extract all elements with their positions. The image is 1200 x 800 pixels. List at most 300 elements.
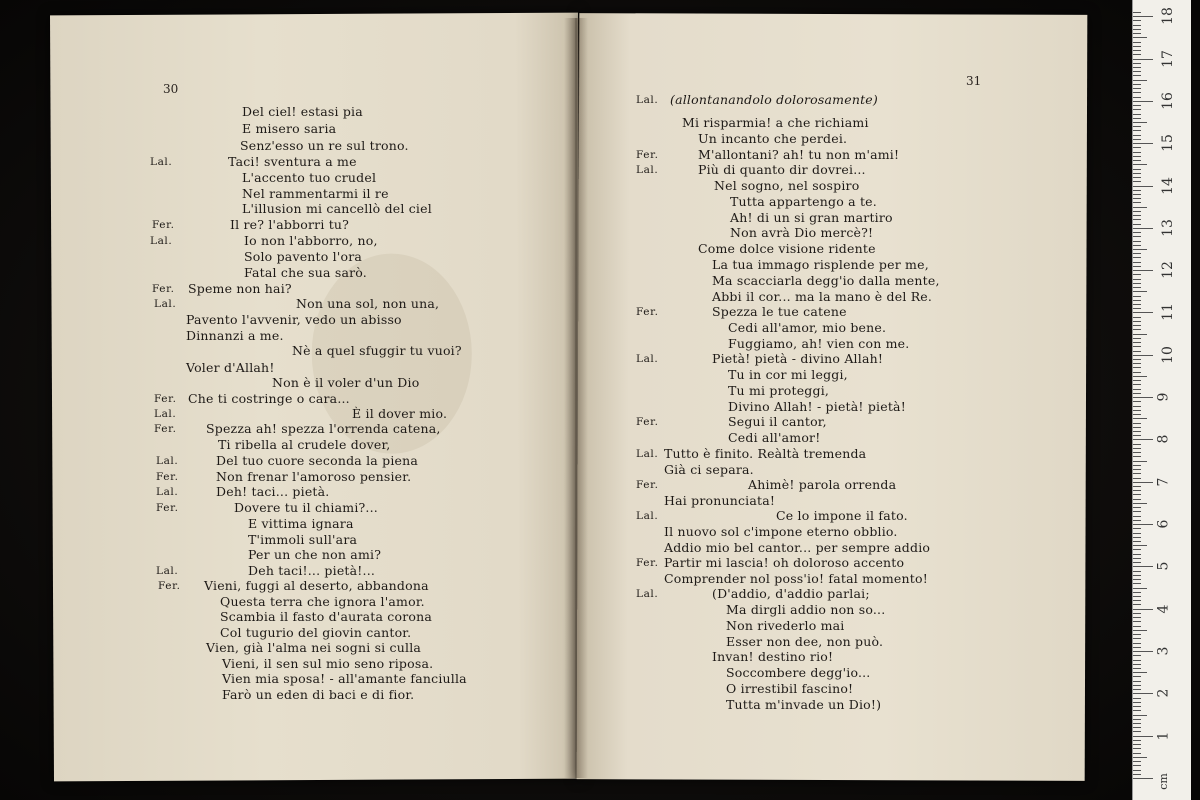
ruler-tick — [1133, 338, 1141, 339]
ruler-tick — [1133, 236, 1141, 237]
ruler-tick — [1133, 202, 1141, 203]
verse-line: Solo pavento l'ora — [244, 249, 363, 264]
ruler-tick — [1133, 363, 1141, 364]
ruler-tick — [1133, 571, 1141, 572]
measuring-ruler — [1132, 0, 1191, 800]
ruler-tick — [1133, 92, 1141, 93]
verse-line: Hai pronunciata! — [664, 493, 776, 508]
verse-line: Ma dirgli addio non so... — [726, 602, 886, 617]
ruler-number: 7 — [1155, 477, 1172, 487]
ruler-tick — [1133, 304, 1141, 305]
ruler-tick — [1133, 164, 1147, 165]
ruler-tick — [1133, 241, 1141, 242]
ruler-tick — [1133, 228, 1153, 229]
ruler-tick — [1133, 744, 1141, 745]
ruler-tick — [1133, 651, 1153, 652]
ruler-number: 1 — [1155, 731, 1172, 741]
ruler-tick — [1133, 494, 1141, 495]
speaker-label: Fer. — [156, 502, 179, 514]
ruler-tick — [1133, 135, 1141, 136]
verse-line: Tu in cor mi leggi, — [728, 367, 848, 382]
ruler-tick — [1133, 88, 1141, 89]
verse-line: Deh taci!... pietà!... — [248, 563, 376, 578]
ruler-tick — [1133, 270, 1153, 271]
verse-line: Del ciel! estasi pia — [242, 104, 363, 119]
ruler-tick — [1133, 346, 1141, 347]
ruler-tick — [1133, 16, 1153, 17]
ruler-tick — [1133, 245, 1141, 246]
ruler-tick — [1133, 765, 1141, 766]
verse-line: O irrestibil fascino! — [726, 681, 854, 696]
ruler-tick — [1133, 549, 1141, 550]
verse-line: Tu mi proteggi, — [728, 383, 830, 398]
ruler-tick — [1133, 558, 1141, 559]
ruler-tick — [1133, 634, 1141, 635]
left-page-number: 30 — [163, 82, 179, 96]
speaker-label: Lal. — [636, 94, 659, 106]
ruler-tick — [1133, 600, 1141, 601]
ruler-tick — [1133, 723, 1141, 724]
ruler-tick — [1133, 186, 1153, 187]
verse-line: Nè a quel sfuggir tu vuoi? — [292, 343, 462, 358]
ruler-tick — [1133, 753, 1141, 754]
ruler-number: 14 — [1159, 176, 1176, 195]
ruler-tick — [1133, 308, 1141, 309]
verse-line: Pietà! pietà - divino Allah! — [712, 351, 884, 366]
verse-line: Ah! di un si gran martiro — [730, 210, 893, 225]
ruler-tick — [1133, 63, 1141, 64]
ruler-tick — [1133, 342, 1141, 343]
verse-line: Spezza le tue catene — [712, 304, 847, 319]
ruler-tick — [1133, 524, 1153, 525]
ruler-tick — [1133, 143, 1153, 144]
ruler-tick — [1133, 423, 1141, 424]
ruler-tick — [1133, 181, 1141, 182]
ruler-tick — [1133, 139, 1141, 140]
verse-line: Voler d'Allah! — [186, 360, 275, 375]
ruler-number: 3 — [1155, 646, 1172, 656]
verse-line: Vieni, fuggi al deserto, abbandona — [204, 578, 429, 593]
ruler-tick — [1133, 389, 1141, 390]
stage-direction: (allontanandolo dolorosamente) — [670, 92, 878, 107]
verse-line: Ce lo impone il fato. — [776, 508, 908, 523]
speaker-label: Fer. — [152, 219, 175, 231]
ruler-tick — [1133, 774, 1141, 775]
ruler-tick — [1133, 478, 1141, 479]
ruler-tick — [1133, 410, 1141, 411]
ruler-tick — [1133, 194, 1141, 195]
ruler-tick — [1133, 257, 1141, 258]
ruler-tick — [1133, 296, 1141, 297]
ruler-tick — [1133, 655, 1141, 656]
verse-line: Dovere tu il chiami?... — [234, 500, 378, 515]
ruler-tick — [1133, 20, 1141, 21]
ruler-tick — [1133, 740, 1141, 741]
ruler-tick — [1133, 604, 1141, 605]
ruler-tick — [1133, 473, 1141, 474]
verse-line: Soccombere degg'io... — [726, 665, 871, 680]
ruler-tick — [1133, 490, 1141, 491]
verse-line: Io non l'abborro, no, — [244, 233, 378, 248]
verse-line: Invan! destino rio! — [712, 649, 834, 664]
ruler-tick — [1133, 439, 1153, 440]
verse-line: Un incanto che perdei. — [698, 131, 848, 146]
verse-line: Taci! sventura a me — [228, 154, 357, 169]
verse-line: La tua immago risplende per me, — [712, 257, 929, 272]
ruler-tick — [1133, 592, 1141, 593]
ruler-tick — [1133, 456, 1141, 457]
ruler-tick — [1133, 499, 1141, 500]
ruler-tick — [1133, 71, 1141, 72]
ruler-tick — [1133, 427, 1141, 428]
ruler-tick — [1133, 266, 1141, 267]
speaker-label: Fer. — [152, 283, 175, 295]
ruler-tick — [1133, 29, 1141, 30]
verse-line: Spezza ah! spezza l'orrenda catena, — [206, 421, 441, 436]
ruler-tick — [1133, 50, 1141, 51]
ruler-tick — [1133, 190, 1141, 191]
verse-line: Fatal che sua sarò. — [244, 265, 367, 280]
ruler-tick — [1133, 727, 1141, 728]
speaker-label: Lal. — [636, 164, 659, 176]
verse-line: Speme non hai? — [188, 281, 292, 296]
verse-line: Scambia il fasto d'aurata corona — [220, 609, 433, 624]
ruler-tick — [1133, 46, 1141, 47]
speaker-label: Fer. — [154, 423, 177, 435]
ruler-tick — [1133, 334, 1147, 335]
ruler-unit: cm — [1156, 773, 1170, 790]
ruler-tick — [1133, 596, 1141, 597]
ruler-tick — [1133, 84, 1141, 85]
ruler-tick — [1133, 156, 1141, 157]
ruler-tick — [1133, 291, 1147, 292]
ruler-tick — [1133, 274, 1141, 275]
verse-line: Cedi all'amor, mio bene. — [728, 320, 887, 335]
verse-line: Nel sogno, nel sospiro — [714, 178, 860, 193]
ruler-tick — [1133, 588, 1147, 589]
ruler-tick — [1133, 630, 1147, 631]
ruler-tick — [1133, 351, 1141, 352]
ruler-tick — [1133, 748, 1141, 749]
ruler-tick — [1133, 211, 1141, 212]
verse-line: Del tuo cuore seconda la piena — [216, 453, 419, 468]
ruler-tick — [1133, 359, 1141, 360]
ruler-tick — [1133, 118, 1141, 119]
verse-line: L'illusion mi cancellò del ciel — [242, 201, 432, 216]
ruler-tick — [1133, 706, 1141, 707]
verse-line: Ma scacciarla degg'io dalla mente, — [712, 273, 940, 288]
ruler-tick — [1133, 325, 1141, 326]
verse-line: (D'addio, d'addio parlai; — [712, 586, 870, 601]
ruler-number: 2 — [1155, 688, 1172, 698]
ruler-tick — [1133, 224, 1141, 225]
verse-line: Pavento l'avvenir, vedo un abisso — [186, 312, 402, 327]
ruler-tick — [1133, 54, 1141, 55]
ruler-tick — [1133, 97, 1141, 98]
ruler-tick — [1133, 317, 1141, 318]
ruler-tick — [1133, 418, 1147, 419]
ruler-tick — [1133, 698, 1141, 699]
verse-line: Segui il cantor, — [728, 414, 827, 429]
ruler-tick — [1133, 461, 1147, 462]
verse-line: Mi risparmia! a che richiami — [682, 115, 869, 130]
verse-line: Nel rammentarmi il re — [242, 186, 389, 201]
ruler-tick — [1133, 757, 1147, 758]
ruler-tick — [1133, 169, 1141, 170]
verse-line: Abbi il cor... ma la mano è del Re. — [712, 289, 933, 304]
ruler-tick — [1133, 401, 1141, 402]
ruler-tick — [1133, 672, 1147, 673]
ruler-tick — [1133, 638, 1141, 639]
ruler-tick — [1133, 380, 1141, 381]
ruler-tick — [1133, 613, 1141, 614]
ruler-tick — [1133, 511, 1141, 512]
verse-line: Esser non dee, non può. — [726, 634, 884, 649]
ruler-tick — [1133, 486, 1141, 487]
ruler-tick — [1133, 287, 1141, 288]
ruler-number: 12 — [1159, 261, 1176, 280]
ruler-tick — [1133, 448, 1141, 449]
ruler-tick — [1133, 312, 1153, 313]
ruler-tick — [1133, 533, 1141, 534]
speaker-label: Fer. — [636, 416, 659, 428]
ruler-tick — [1133, 736, 1153, 737]
verse-line: Cedi all'amor! — [728, 430, 821, 445]
verse-line: È il dover mio. — [352, 406, 448, 421]
verse-line: Non è il voler d'un Dio — [272, 375, 420, 390]
verse-line: Divino Allah! - pietà! pietà! — [728, 399, 906, 414]
verse-line: T'immoli sull'ara — [248, 532, 358, 547]
ruler-number: 11 — [1159, 303, 1176, 322]
ruler-tick — [1133, 37, 1147, 38]
speaker-label: Lal. — [150, 235, 173, 247]
ruler-tick — [1133, 147, 1141, 148]
speaker-label: Lal. — [636, 510, 659, 522]
ruler-tick — [1133, 130, 1141, 131]
ruler-tick — [1133, 761, 1141, 762]
ruler-tick — [1133, 215, 1141, 216]
ruler-tick — [1133, 660, 1141, 661]
ruler-tick — [1133, 516, 1141, 517]
ruler-tick — [1133, 126, 1141, 127]
ruler-tick — [1133, 372, 1141, 373]
ruler-tick — [1133, 689, 1141, 690]
ruler-tick — [1133, 249, 1147, 250]
ruler-tick — [1133, 80, 1147, 81]
ruler-tick — [1133, 583, 1141, 584]
ruler-tick — [1133, 668, 1141, 669]
ruler-tick — [1133, 207, 1147, 208]
verse-line: Il re? l'abborri tu? — [230, 217, 350, 232]
verse-line: Non una sol, non una, — [296, 296, 440, 311]
ruler-tick — [1133, 397, 1153, 398]
ruler-tick — [1133, 367, 1141, 368]
verse-line: M'allontani? ah! tu non m'ami! — [698, 147, 900, 162]
book-gutter — [564, 18, 588, 778]
ruler-number: 5 — [1155, 561, 1172, 571]
ruler-tick — [1133, 617, 1141, 618]
speaker-label: Fer. — [158, 580, 181, 592]
ruler-tick — [1133, 643, 1141, 644]
verse-line: Partir mi lascia! oh doloroso accento — [664, 555, 905, 570]
ruler-tick — [1133, 528, 1141, 529]
ruler-tick — [1133, 414, 1141, 415]
ruler-tick — [1133, 778, 1153, 779]
verse-line: Per un che non ami? — [248, 547, 382, 562]
ruler-tick — [1133, 626, 1141, 627]
verse-line: Tutto è finito. Reàltà tremenda — [664, 446, 867, 461]
verse-line: Dinnanzi a me. — [186, 328, 284, 343]
ruler-tick — [1133, 253, 1141, 254]
ruler-tick — [1133, 444, 1141, 445]
ruler-tick — [1133, 537, 1141, 538]
ruler-tick — [1133, 59, 1153, 60]
verse-line: Vien, già l'alma nei sogni si culla — [206, 640, 422, 655]
verse-line: Fuggiamo, ah! vien con me. — [728, 336, 910, 351]
speaker-label: Lal. — [636, 588, 659, 600]
speaker-label: Lal. — [154, 298, 177, 310]
ruler-tick — [1133, 579, 1141, 580]
speaker-label: Fer. — [154, 393, 177, 405]
speaker-label: Fer. — [156, 471, 179, 483]
ruler-tick — [1133, 503, 1147, 504]
verse-line: L'accento tuo crudel — [242, 170, 377, 185]
verse-line: Deh! taci... pietà. — [216, 484, 330, 499]
ruler-tick — [1133, 685, 1141, 686]
ruler-tick — [1133, 262, 1141, 263]
verse-line: Vieni, il sen sul mio seno riposa. — [222, 656, 434, 671]
ruler-tick — [1133, 393, 1141, 394]
ruler-tick — [1133, 715, 1147, 716]
ruler-tick — [1133, 469, 1141, 470]
verse-line: Ti ribella al crudele dover, — [218, 437, 391, 452]
ruler-tick — [1133, 279, 1141, 280]
verse-line: Che ti costringe o cara... — [188, 391, 350, 406]
verse-line: Come dolce visione ridente — [698, 241, 876, 256]
ruler-number: 6 — [1155, 519, 1172, 529]
ruler-tick — [1133, 101, 1153, 102]
ruler-tick — [1133, 384, 1141, 385]
ruler-tick — [1133, 676, 1141, 677]
speaker-label: Lal. — [156, 565, 179, 577]
ruler-number: 4 — [1155, 604, 1172, 614]
verse-line: Più di quanto dir dovrei... — [698, 162, 866, 177]
verse-line: Il nuovo sol c'impone eterno obblio. — [664, 524, 898, 539]
verse-line: Farò un eden di baci e di fior. — [222, 687, 415, 702]
verse-line: Non avrà Dio mercè?! — [730, 225, 874, 240]
ruler-tick — [1133, 702, 1141, 703]
speaker-label: Lal. — [636, 353, 659, 365]
speaker-label: Fer. — [636, 479, 659, 491]
ruler-tick — [1133, 647, 1141, 648]
verse-line: Ahimè! parola orrenda — [748, 477, 897, 492]
verse-line: Tutta appartengo a te. — [730, 194, 877, 209]
ruler-tick — [1133, 198, 1141, 199]
ruler-tick — [1133, 452, 1141, 453]
ruler-tick — [1133, 575, 1141, 576]
ruler-tick — [1133, 710, 1141, 711]
ruler-tick — [1133, 329, 1141, 330]
ruler-tick — [1133, 173, 1141, 174]
speaker-label: Lal. — [154, 408, 177, 420]
ruler-tick — [1133, 681, 1141, 682]
verse-line: E misero saria — [242, 121, 337, 136]
ruler-tick — [1133, 105, 1141, 106]
ruler-tick — [1133, 109, 1141, 110]
ruler-number: 17 — [1159, 49, 1176, 68]
ruler-tick — [1133, 75, 1141, 76]
ruler-tick — [1133, 554, 1141, 555]
ruler-tick — [1133, 12, 1141, 13]
ruler-tick — [1133, 160, 1141, 161]
ruler-tick — [1133, 431, 1141, 432]
ruler-tick — [1133, 719, 1141, 720]
ruler-tick — [1133, 152, 1141, 153]
ruler-tick — [1133, 376, 1147, 377]
ruler-tick — [1133, 232, 1141, 233]
ruler-tick — [1133, 67, 1141, 68]
speaker-label: Fer. — [636, 149, 659, 161]
right-page-number: 31 — [966, 74, 982, 88]
ruler-tick — [1133, 507, 1141, 508]
verse-line: Questa terra che ignora l'amor. — [220, 594, 425, 609]
ruler-tick — [1133, 520, 1141, 521]
ruler-tick — [1133, 114, 1141, 115]
ruler-tick — [1133, 177, 1141, 178]
ruler-tick — [1133, 545, 1147, 546]
ruler-tick — [1133, 566, 1153, 567]
verse-line: Tutta m'invade un Dio!) — [726, 697, 882, 712]
ruler-tick — [1133, 355, 1153, 356]
ruler-tick — [1133, 33, 1141, 34]
ruler-tick — [1133, 321, 1141, 322]
ruler-tick — [1133, 621, 1141, 622]
ruler-number: 15 — [1159, 134, 1176, 153]
ruler-tick — [1133, 406, 1141, 407]
verse-line: Già ci separa. — [664, 462, 754, 477]
ruler-number: 16 — [1159, 91, 1176, 110]
verse-line: E vittima ignara — [248, 516, 354, 531]
speaker-label: Lal. — [156, 486, 179, 498]
speaker-label: Lal. — [636, 448, 659, 460]
ruler-tick — [1133, 300, 1141, 301]
verse-line: Non rivederlo mai — [726, 618, 845, 633]
speaker-label: Lal. — [150, 156, 173, 168]
ruler-tick — [1133, 609, 1153, 610]
verse-line: Vien mia sposa! - all'amante fanciulla — [222, 671, 467, 686]
ruler-tick — [1133, 42, 1141, 43]
verse-line: Comprender nol poss'io! fatal momento! — [664, 571, 928, 586]
verse-line: Col tugurio del giovin cantor. — [220, 625, 412, 640]
ruler-number: 18 — [1159, 7, 1176, 26]
verse-line: Non frenar l'amoroso pensier. — [216, 469, 412, 484]
ruler-tick — [1133, 25, 1141, 26]
ruler-tick — [1133, 465, 1141, 466]
speaker-label: Fer. — [636, 557, 659, 569]
ruler-tick — [1133, 664, 1141, 665]
verse-line: Senz'esso un re sul trono. — [240, 138, 409, 153]
ruler-tick — [1133, 562, 1141, 563]
ruler-number: 8 — [1155, 434, 1172, 444]
ruler-tick — [1133, 283, 1141, 284]
ruler-tick — [1133, 770, 1141, 771]
verse-line: Addio mio bel cantor... per sempre addio — [664, 540, 931, 555]
ruler-number: 10 — [1159, 345, 1176, 364]
ruler-tick — [1133, 731, 1141, 732]
ruler-tick — [1133, 541, 1141, 542]
ruler-tick — [1133, 219, 1141, 220]
ruler-tick — [1133, 122, 1147, 123]
